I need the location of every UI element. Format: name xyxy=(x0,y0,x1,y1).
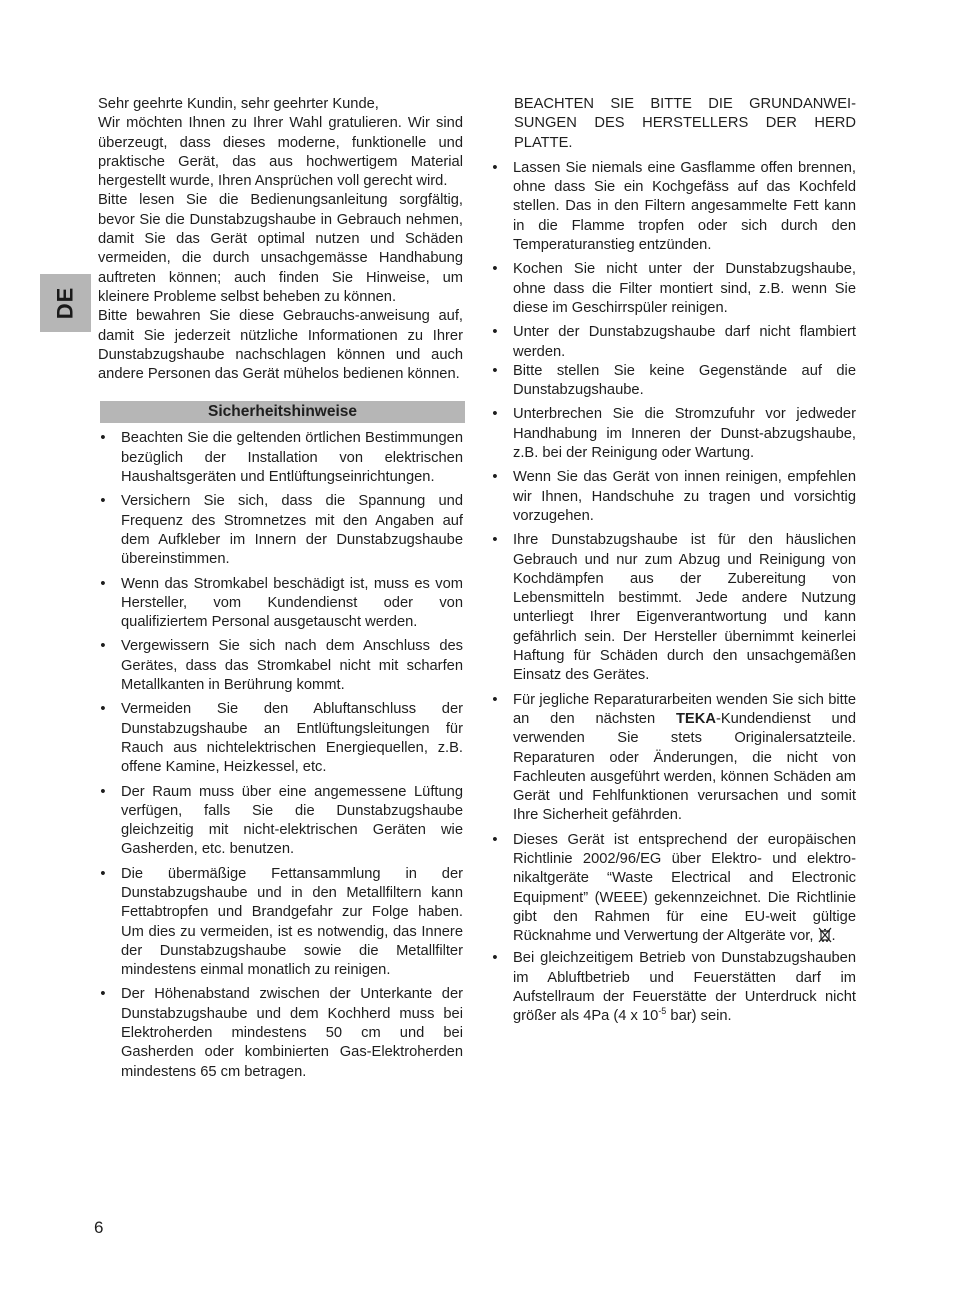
list-item-text: Der Höhenabstand zwischen der Unterkante der Dunstabzugshaube und dem Kochherd muss bei Elektroherden mindestens 50 cm und bei Gasherden oder kombinierten Gas-Elektroherden mindestens 65 cm betragen. xyxy=(121,986,463,1080)
left-column xyxy=(98,95,463,1087)
list-item xyxy=(490,362,856,401)
page-number: 6 xyxy=(94,1218,104,1237)
list-item-pressure xyxy=(490,949,856,1026)
weee-text-end: . xyxy=(831,928,836,945)
list-item xyxy=(98,575,463,633)
list-item xyxy=(98,700,463,777)
list-item-text: Kochen Sie nicht unter der Dunstabzugshaube, ohne dass die Filter montiert sind, z.B. wenn Sie diese im Geschirrspüler reinigen. xyxy=(513,261,856,316)
bullet-icon: • xyxy=(492,159,498,176)
bullet-icon: • xyxy=(492,324,498,341)
section-title-safety: Sicherheitshinweise xyxy=(100,401,465,423)
intro-paragraph-2: Bitte lesen Sie die Bedienungsanleitung sorgfältig, bevor Sie die Dunstabzugshaube in Gebrauch nehmen, damit Sie das Gerät optimal nutzen und Schäden vermeiden, die durch unsachgemässe Handhabung auftreten können; auch finden Sie Hinweise, um kleinere Probleme selbst beheben zu können. xyxy=(98,192,463,305)
exponent: -5 xyxy=(658,1006,667,1017)
language-tab xyxy=(40,274,91,332)
list-item-text: Vermeiden Sie den Abluftanschluss der Dunstabzugshaube an Entlüftungsleitungen für Rauch aus nichtelektrischen Energiequellen, z.B. offene Kamine, Heizkessel, etc. xyxy=(121,701,463,776)
language-tab-label: DE xyxy=(52,286,78,320)
list-item xyxy=(490,531,856,685)
bullet-icon: • xyxy=(492,691,498,708)
pressure-text: Bei gleichzeitigem Betrieb von Dunstabzugshauben im Abluftbetrieb und Feuerstätten darf im Aufstellraum der Feuerstätte der Unterdruck nicht größer als 4Pa (4 x 10 xyxy=(513,950,856,1025)
bullet-icon: • xyxy=(100,986,106,1003)
bullet-icon: • xyxy=(100,783,106,800)
bullet-icon: • xyxy=(492,532,498,549)
list-item-text: Wenn das Stromkabel beschädigt ist, muss es vom Hersteller, vom Kundendienst oder von qualifiziertem Personal ausgetauscht werden. xyxy=(121,575,463,631)
list-item-repair xyxy=(490,691,856,826)
safety-list-left xyxy=(98,429,463,1082)
bullet-icon: • xyxy=(492,469,498,486)
bullet-icon: • xyxy=(100,865,106,882)
list-item-text: Wenn Sie das Gerät von innen reinigen, empfehlen wir Ihnen, Handschuhe zu tragen und vorsichtig vorzugehen. xyxy=(513,469,856,524)
list-item xyxy=(98,637,463,695)
bullet-icon: • xyxy=(100,638,106,655)
bullet-icon: • xyxy=(100,575,106,592)
brand-name: TEKA xyxy=(675,710,716,727)
list-item xyxy=(490,260,856,318)
list-item xyxy=(490,405,856,463)
list-item-text xyxy=(513,692,856,824)
list-item xyxy=(98,865,463,981)
list-item-text: Der Raum muss über eine angemessene Lüftung verfügen, falls Sie die Dunstabzugshaube gleichzeitig mit nicht-elektrischen Geräten wie Gasherden, etc. benutzen. xyxy=(121,783,463,858)
safety-list-right xyxy=(490,159,856,1027)
list-item-text: Unter der Dunstabzugshaube darf nicht flambiert werden. xyxy=(513,324,856,360)
bullet-icon: • xyxy=(492,831,498,848)
repair-text-end: -Kundendienst und verwenden Sie stets Originalersatzteile. Reparaturen oder Änderungen, die nicht von Fachleuten ausgeführt werden, können Schäden am Gerät und Fehlfunktionen verursachen und somit Ihre Sicherheit gefährden. xyxy=(513,710,856,824)
list-item xyxy=(490,159,856,255)
list-item-text xyxy=(513,950,856,1024)
list-item-text: Die übermäßige Fettansammlung in der Dunstabzugshaube und in den Metallfiltern kann Fettabtropfen und Brandgefahr zur Folge haben. Um dies zu vermeiden, ist es notwendig, das Innere der Dunstabzugshaube sowie die Metallfilter mindestens einmal monatlich zu reinigen. xyxy=(121,865,463,979)
list-item-weee xyxy=(490,831,856,950)
bullet-icon: • xyxy=(492,950,498,967)
intro-paragraph-3: Bitte bewahren Sie diese Gebrauchs-anweisung auf, damit Sie jederzeit nützliche Informationen zu Ihrer Dunstabzugshaube nachschlagen können und auch andere Personen das Gerät mühelos bedienen können. xyxy=(98,308,463,383)
bullet-icon: • xyxy=(100,430,106,447)
list-item-text: Beachten Sie die geltenden örtlichen Bestimmungen bezüglich der Installation von elektrischen Haushaltsgeräten und Entlüftungseinrichtungen. xyxy=(121,430,463,486)
manufacturer-notice: BEACHTEN SIE BITTE DIE GRUNDANWEI-SUNGEN DES HERSTELLERS DER HERD PLATTE. xyxy=(514,96,856,151)
list-item xyxy=(98,985,463,1081)
list-item xyxy=(490,323,856,362)
bullet-icon: • xyxy=(492,406,498,423)
bullet-icon: • xyxy=(492,261,498,278)
list-item xyxy=(98,429,463,487)
pressure-text-end: bar) sein. xyxy=(666,1008,732,1025)
intro-paragraph-1: Wir möchten Ihnen zu Ihrer Wahl gratulieren. Wir sind überzeugt, dass dieses moderne, funktionelle und praktische Gerät, das aus hochwertigem Material hergestellt wurde, Ihren Ansprüchen voll gerecht wird. xyxy=(98,115,463,190)
list-item-text: Bitte stellen Sie keine Gegenstände auf die Dunstabzugshaube. xyxy=(513,362,856,399)
bullet-icon: • xyxy=(100,493,106,510)
list-item xyxy=(98,783,463,860)
right-column xyxy=(490,95,856,1032)
list-item-text: Lassen Sie niemals eine Gasflamme offen brennen, ohne dass Sie ein Kochgefäss auf das Kochfeld stellen. Das in den Filtern angesammelte Fett kann in die Flamme tropfen oder sich durch den Temperaturanstieg entzünden. xyxy=(513,159,856,254)
list-item-text: Ihre Dunstabzugshaube ist für den häuslichen Gebrauch und nur zum Abzug und Reinigung von Kochdämpfen aus der Zubereitung von Lebensmitteln bestimmt. Jede andere Nutzung unterliegt Ihrer Eigenverantwortung und kann gefährlich sein. Der Hersteller übernimmt keinerlei Haftung für Schäden durch den unsachgemäßen Einsatz des Gerätes. xyxy=(513,532,856,684)
crossed-out-wheelie-bin-icon xyxy=(818,927,832,949)
list-item xyxy=(98,492,463,569)
bullet-icon: • xyxy=(492,362,498,379)
list-item-text: Unterbrechen Sie die Stromzufuhr vor jedweder Handhabung im Inneren der Dunst-abzugshaube, z.B. bei der Reinigung oder Wartung. xyxy=(513,406,856,462)
greeting: Sehr geehrte Kundin, sehr geehrter Kunde, xyxy=(98,96,379,112)
list-item-text: Versichern Sie sich, dass die Spannung und Frequenz des Stromnetzes mit den Angaben auf dem Aufkleber im Innern der Dunstabzugshaube übereinstimmen. xyxy=(121,493,463,568)
bullet-icon: • xyxy=(100,701,106,718)
weee-text: Dieses Gerät ist entsprechend der europäischen Richtlinie 2002/96/EG über Elektro- und elektro-nikaltgeräte “Waste Electrical and Electronic Equipment” (WEEE) gekennzeichnet. Die Richtlinie gibt den Rahmen für eine EU-weit gültige Rücknahme und Verwertung der Altgeräte vor, xyxy=(513,831,856,945)
list-item xyxy=(490,468,856,526)
list-item-text: Vergewissern Sie sich nach dem Anschluss des Gerätes, dass das Stromkabel nicht mit scharfen Metallkanten in Berührung kommt. xyxy=(121,638,463,694)
repair-text-start: Für jegliche Reparaturarbeiten wenden Sie sich bitte an den nächsten xyxy=(513,691,856,727)
list-item-text xyxy=(513,832,856,944)
